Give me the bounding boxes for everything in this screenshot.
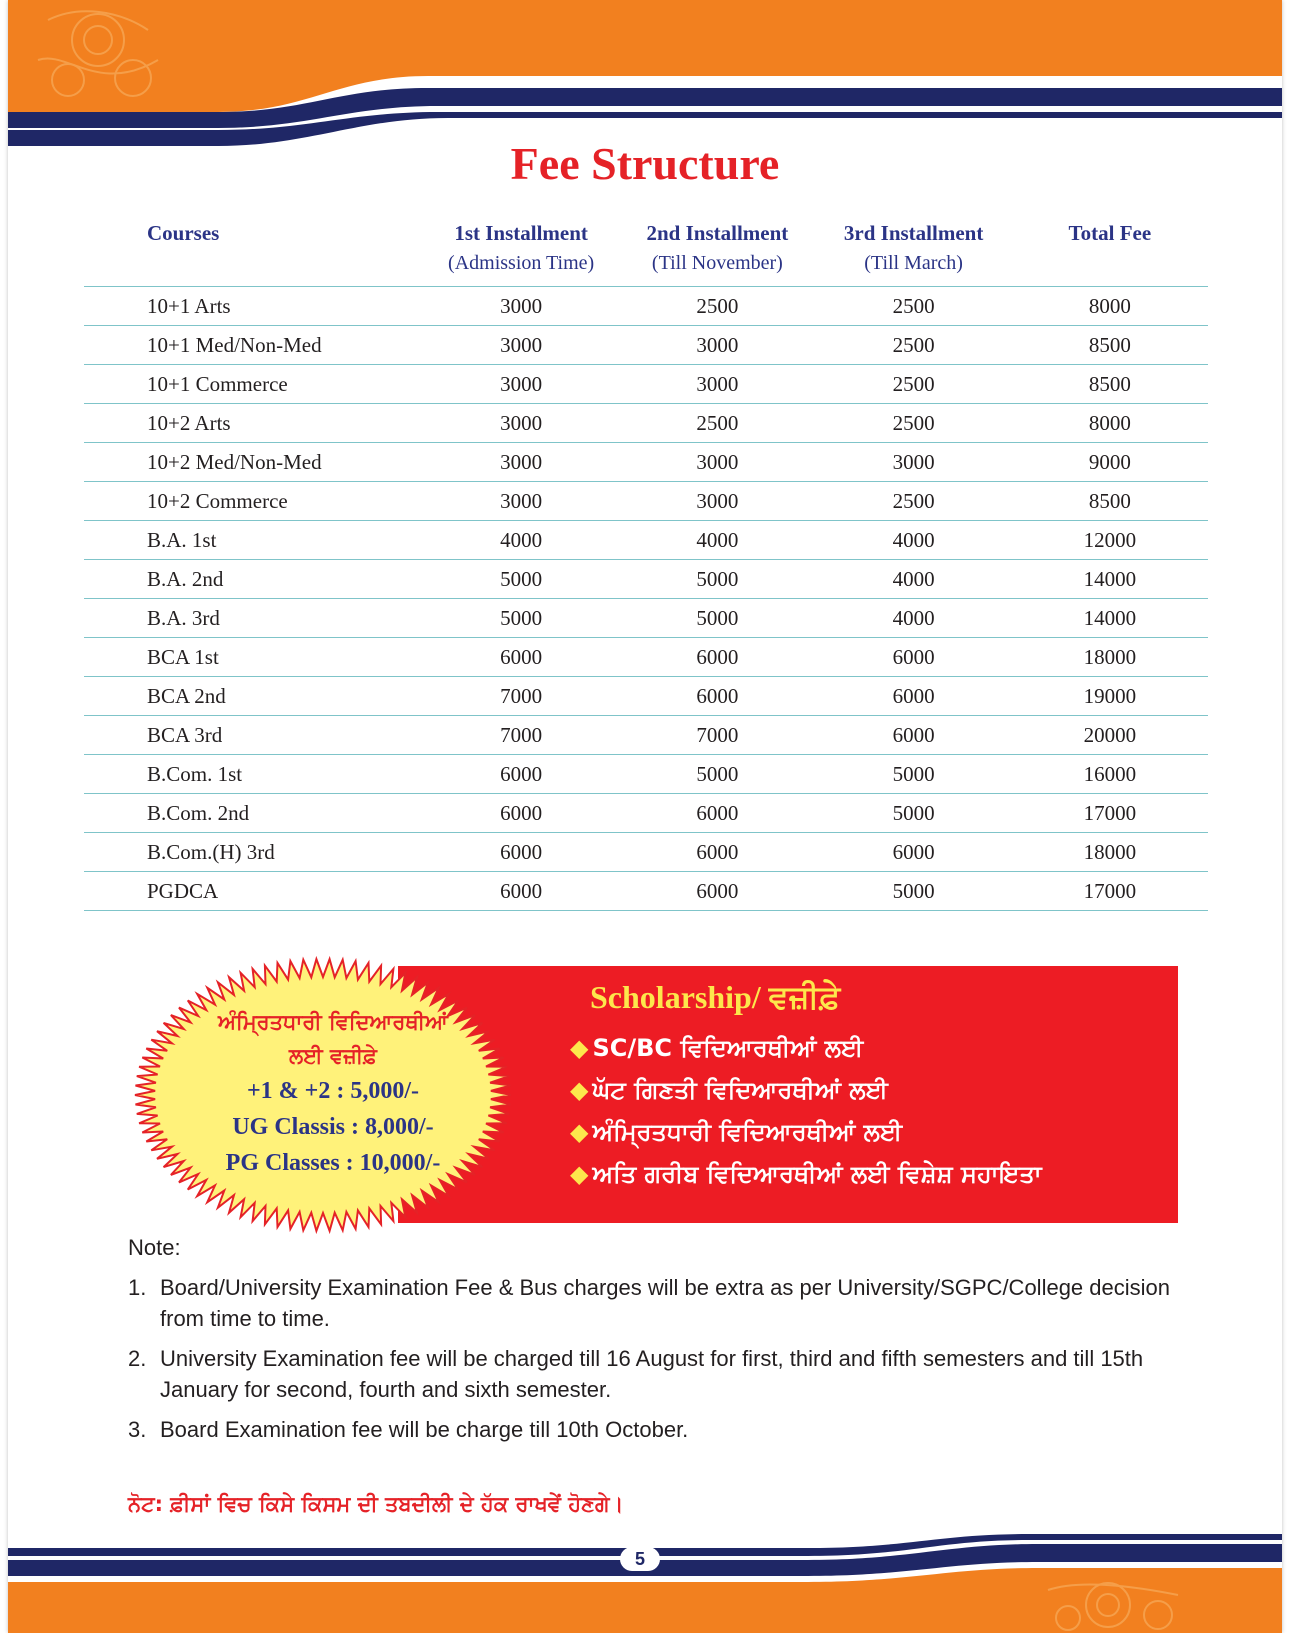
total-cell: 18000 bbox=[1012, 638, 1208, 677]
scholarship-item: ◆ SC/BC ਵਿਦਿਆਰਥੀਆਂ ਲਈ bbox=[570, 1034, 864, 1062]
table-row bbox=[84, 326, 1208, 365]
fee-table bbox=[84, 212, 1208, 911]
fee-cell: 5000 bbox=[816, 872, 1012, 911]
course-cell: 10+2 Med/Non-Med bbox=[84, 443, 423, 482]
total-cell: 8500 bbox=[1012, 365, 1208, 404]
fee-cell: 6000 bbox=[619, 677, 815, 716]
header-1st-installment: 1st Installment (Admission Time) bbox=[423, 212, 619, 287]
fee-cell: 2500 bbox=[619, 404, 815, 443]
fee-cell: 2500 bbox=[816, 482, 1012, 521]
table-row bbox=[84, 443, 1208, 482]
fee-cell: 4000 bbox=[619, 521, 815, 560]
course-cell: B.Com. 1st bbox=[84, 755, 423, 794]
fee-cell: 3000 bbox=[619, 365, 815, 404]
fee-cell: 5000 bbox=[619, 755, 815, 794]
fee-cell: 6000 bbox=[619, 794, 815, 833]
total-cell: 8000 bbox=[1012, 404, 1208, 443]
course-cell: 10+2 Arts bbox=[84, 404, 423, 443]
fee-cell: 5000 bbox=[816, 794, 1012, 833]
total-cell: 17000 bbox=[1012, 794, 1208, 833]
punjabi-note: ਨੋਟ: ਫ਼ੀਸਾਂ ਵਿਚ ਕਿਸੇ ਕਿਸਮ ਦੀ ਤਬਦੀਲੀ ਦੇ ਹੱਕ ਰਾਖਵੇਂ ਹੋਣਗੇ। bbox=[128, 1492, 624, 1516]
fee-cell: 3000 bbox=[619, 443, 815, 482]
total-cell: 14000 bbox=[1012, 560, 1208, 599]
table-row bbox=[84, 872, 1208, 911]
notes-list bbox=[128, 1272, 1208, 1445]
fee-cell: 5000 bbox=[423, 599, 619, 638]
fee-cell: 6000 bbox=[423, 872, 619, 911]
course-cell: BCA 2nd bbox=[84, 677, 423, 716]
fee-cell: 4000 bbox=[816, 560, 1012, 599]
table-header-row bbox=[84, 212, 1208, 287]
table-row bbox=[84, 599, 1208, 638]
header-total-fee: Total Fee bbox=[1012, 212, 1208, 287]
fee-cell: 6000 bbox=[619, 638, 815, 677]
badge-amount-ug: UG Classis : 8,000/- bbox=[232, 1114, 434, 1140]
fee-cell: 6000 bbox=[619, 833, 815, 872]
table-row bbox=[84, 833, 1208, 872]
course-cell: 10+1 Med/Non-Med bbox=[84, 326, 423, 365]
total-cell: 8500 bbox=[1012, 326, 1208, 365]
scholarship-item: ◆ ਅਤਿ ਗਰੀਬ ਵਿਦਿਆਰਥੀਆਂ ਲਈ ਵਿਸ਼ੇਸ਼ ਸਹਾਇਤਾ bbox=[570, 1160, 1042, 1188]
fee-cell: 3000 bbox=[423, 404, 619, 443]
course-cell: B.A. 1st bbox=[84, 521, 423, 560]
course-cell: PGDCA bbox=[84, 872, 423, 911]
total-cell: 9000 bbox=[1012, 443, 1208, 482]
fee-cell: 6000 bbox=[423, 833, 619, 872]
fee-cell: 6000 bbox=[816, 833, 1012, 872]
total-cell: 8500 bbox=[1012, 482, 1208, 521]
fee-cell: 6000 bbox=[619, 872, 815, 911]
fee-cell: 3000 bbox=[423, 443, 619, 482]
scholarship-item: ◆ ਅੰਮ੍ਰਿਤਧਾਰੀ ਵਿਦਿਆਰਥੀਆਂ ਲਈ bbox=[570, 1118, 903, 1146]
table-row bbox=[84, 794, 1208, 833]
fee-cell: 6000 bbox=[423, 638, 619, 677]
course-cell: B.Com.(H) 3rd bbox=[84, 833, 423, 872]
fee-cell: 2500 bbox=[619, 287, 815, 326]
header-2nd-installment: 2nd Installment (Till November) bbox=[619, 212, 815, 287]
total-cell: 20000 bbox=[1012, 716, 1208, 755]
fee-cell: 4000 bbox=[816, 599, 1012, 638]
fee-cell: 3000 bbox=[816, 443, 1012, 482]
table-row bbox=[84, 638, 1208, 677]
fee-cell: 2500 bbox=[816, 287, 1012, 326]
course-cell: B.Com. 2nd bbox=[84, 794, 423, 833]
scholarship-item: ◆ ਘੱਟ ਗਿਣਤੀ ਵਿਦਿਆਰਥੀਆਂ ਲਈ bbox=[570, 1076, 888, 1104]
fee-cell: 5000 bbox=[619, 560, 815, 599]
course-cell: BCA 3rd bbox=[84, 716, 423, 755]
fee-cell: 3000 bbox=[423, 287, 619, 326]
total-cell: 12000 bbox=[1012, 521, 1208, 560]
table-row bbox=[84, 755, 1208, 794]
page-title: Fee Structure bbox=[510, 138, 780, 189]
notes-label: Note: bbox=[128, 1235, 181, 1260]
fee-cell: 6000 bbox=[816, 638, 1012, 677]
fee-cell: 6000 bbox=[816, 716, 1012, 755]
total-cell: 14000 bbox=[1012, 599, 1208, 638]
fee-cell: 5000 bbox=[619, 599, 815, 638]
fee-cell: 2500 bbox=[816, 365, 1012, 404]
table-row bbox=[84, 287, 1208, 326]
diamond-bullet-icon: ◆ bbox=[570, 1076, 589, 1104]
fee-cell: 5000 bbox=[423, 560, 619, 599]
fee-cell: 3000 bbox=[423, 482, 619, 521]
fee-cell: 7000 bbox=[423, 716, 619, 755]
total-cell: 18000 bbox=[1012, 833, 1208, 872]
course-cell: 10+2 Commerce bbox=[84, 482, 423, 521]
course-cell: B.A. 3rd bbox=[84, 599, 423, 638]
fee-cell: 4000 bbox=[423, 521, 619, 560]
header-3rd-installment: 3rd Installment (Till March) bbox=[816, 212, 1012, 287]
fee-cell: 3000 bbox=[423, 326, 619, 365]
fee-cell: 3000 bbox=[423, 365, 619, 404]
diamond-bullet-icon: ◆ bbox=[570, 1118, 589, 1146]
header-courses: Courses bbox=[84, 212, 423, 287]
page-number: 5 bbox=[620, 1547, 660, 1571]
course-cell: 10+1 Commerce bbox=[84, 365, 423, 404]
fee-cell: 6000 bbox=[423, 755, 619, 794]
fee-cell: 2500 bbox=[816, 404, 1012, 443]
bottom-footer-wave bbox=[8, 1510, 1282, 1633]
scholarship-heading: Scholarship/ ਵਜ਼ੀਫ਼ੇ bbox=[590, 979, 841, 1015]
page bbox=[8, 0, 1282, 1633]
fee-cell: 6000 bbox=[816, 677, 1012, 716]
note-item: 3. Board Examination fee will be charge till 10th October. bbox=[128, 1417, 689, 1442]
fee-cell: 3000 bbox=[619, 482, 815, 521]
diamond-bullet-icon: ◆ bbox=[570, 1160, 589, 1188]
table-row bbox=[84, 716, 1208, 755]
table-row bbox=[84, 521, 1208, 560]
badge-title-line1: ਅੰਮ੍ਰਿਤਧਾਰੀ ਵਿਦਿਆਰਥੀਆਂ bbox=[218, 1010, 448, 1034]
table-row bbox=[84, 677, 1208, 716]
note-item: 2. University Examination fee will be charged till 16 August for first, third and fifth semesters and till 15th January for second, fourth and sixth semester. bbox=[128, 1346, 1144, 1402]
course-cell: BCA 1st bbox=[84, 638, 423, 677]
fee-cell: 7000 bbox=[423, 677, 619, 716]
total-cell: 16000 bbox=[1012, 755, 1208, 794]
notes-section bbox=[128, 1232, 1208, 1454]
fee-cell: 3000 bbox=[619, 326, 815, 365]
fee-cell: 7000 bbox=[619, 716, 815, 755]
note-item: 1. Board/University Examination Fee & Bus charges will be extra as per University/SGPC/College decision from time to time. bbox=[128, 1275, 1170, 1331]
table-row bbox=[84, 365, 1208, 404]
badge-amount-pg: PG Classes : 10,000/- bbox=[225, 1150, 441, 1176]
badge-amount-plus-one-two: +1 & +2 : 5,000/- bbox=[247, 1078, 419, 1104]
table-row bbox=[84, 404, 1208, 443]
scholarship-list bbox=[570, 1027, 1042, 1195]
badge-title-line2: ਲਈ ਵਜ਼ੀਫ਼ੇ bbox=[289, 1044, 377, 1068]
course-cell: B.A. 2nd bbox=[84, 560, 423, 599]
table-row bbox=[84, 560, 1208, 599]
course-cell: 10+1 Arts bbox=[84, 287, 423, 326]
fee-cell: 5000 bbox=[816, 755, 1012, 794]
total-cell: 8000 bbox=[1012, 287, 1208, 326]
total-cell: 17000 bbox=[1012, 872, 1208, 911]
amritdhari-scholarship-badge bbox=[183, 1005, 483, 1181]
diamond-bullet-icon: ◆ bbox=[570, 1034, 589, 1062]
table-row bbox=[84, 482, 1208, 521]
fee-cell: 6000 bbox=[423, 794, 619, 833]
fee-cell: 2500 bbox=[816, 326, 1012, 365]
total-cell: 19000 bbox=[1012, 677, 1208, 716]
fee-cell: 4000 bbox=[816, 521, 1012, 560]
